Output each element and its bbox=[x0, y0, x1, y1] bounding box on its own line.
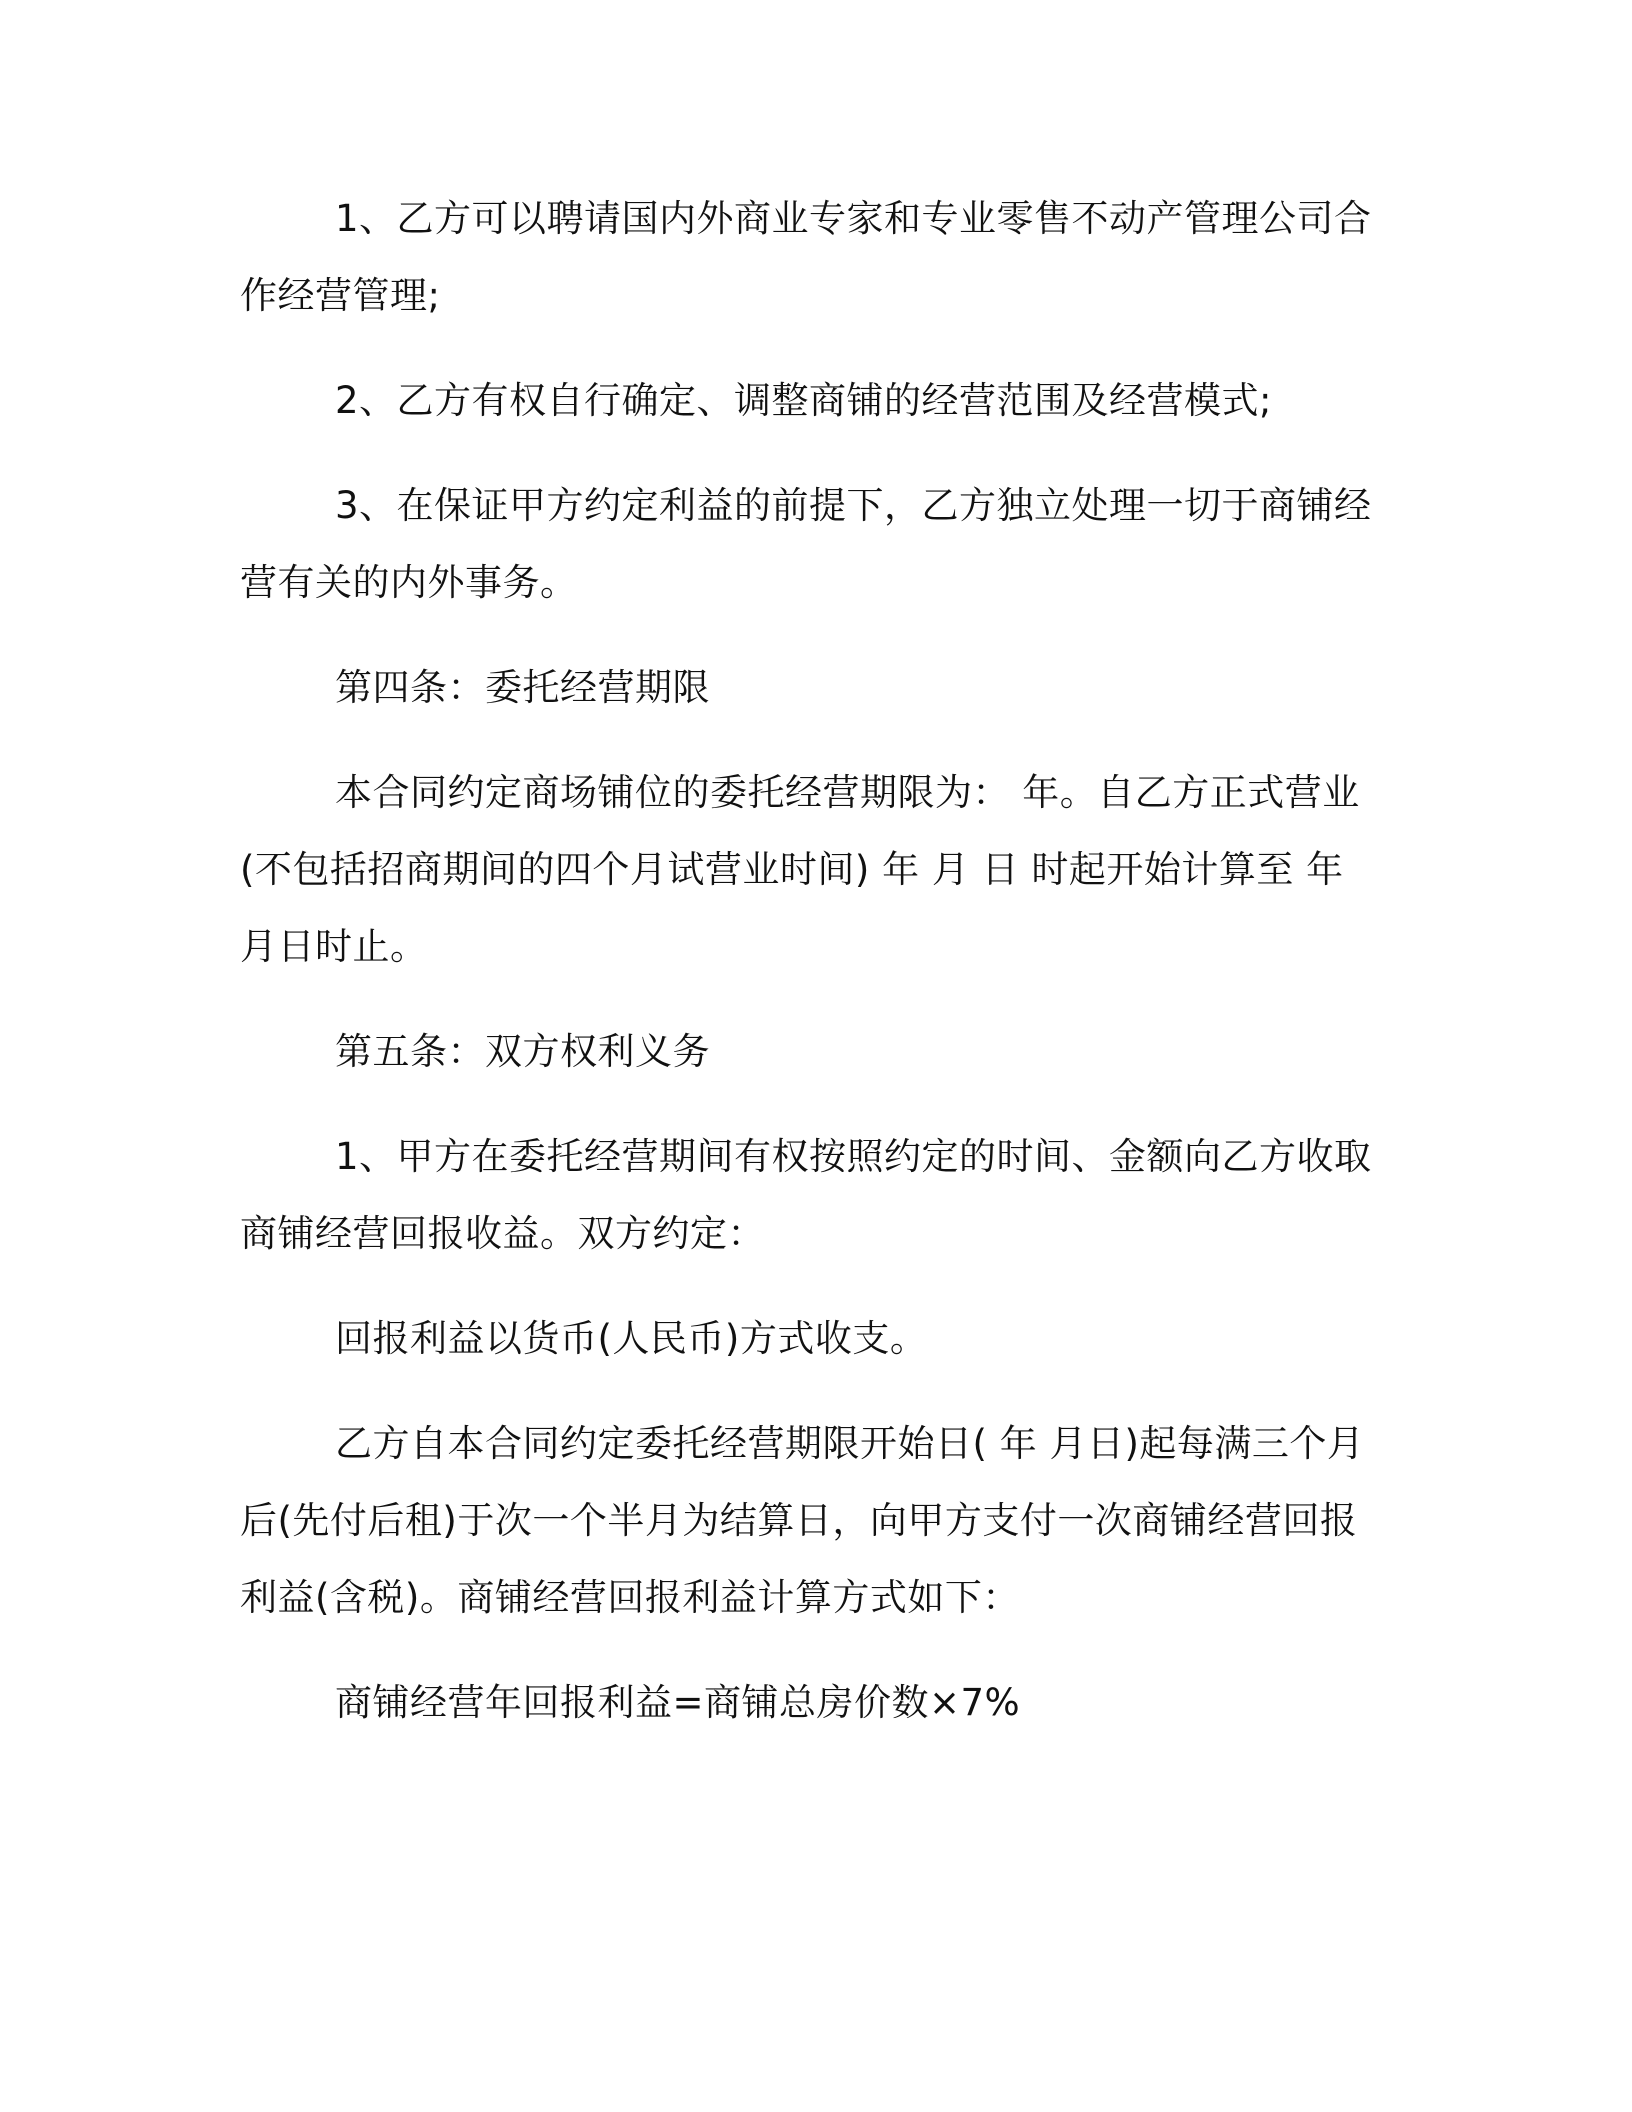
article-4-heading: 第四条：委托经营期限 bbox=[335, 666, 710, 709]
document-body bbox=[240, 180, 1380, 1741]
clause-item-2: 2、乙方有权自行确定、调整商铺的经营范围及经营模式; bbox=[335, 379, 1273, 422]
clause-item-1: 1、乙方可以聘请国内外商业专家和专业零售不动产管理公司合作经营管理; bbox=[240, 197, 1372, 317]
paragraph-gap bbox=[240, 1636, 1380, 1664]
payment-schedule: 乙方自本合同约定委托经营期限开始日( 年 月日)起每满三个月后(先付后租)于次一个半月为结算日，向甲方支付一次商铺经营回报利益(含税)。商铺经营回报利益计算方式如下： bbox=[240, 1422, 1365, 1619]
clause-item-3: 3、在保证甲方约定利益的前提下，乙方独立处理一切于商铺经营有关的内外事务。 bbox=[240, 484, 1372, 604]
payment-currency: 回报利益以货币(人民币)方式收支。 bbox=[335, 1317, 928, 1360]
paragraph-gap bbox=[240, 985, 1380, 1013]
article-5-item-1: 1、甲方在委托经营期间有权按照约定的时间、金额向乙方收取商铺经营回报收益。双方约定： bbox=[240, 1135, 1372, 1255]
paragraph-gap bbox=[240, 334, 1380, 362]
paragraph-gap bbox=[240, 1377, 1380, 1405]
paragraph-gap bbox=[240, 1272, 1380, 1300]
paragraph-gap bbox=[240, 1090, 1380, 1118]
paragraph-gap bbox=[240, 439, 1380, 467]
paragraph-gap bbox=[240, 621, 1380, 649]
article-4-body: 本合同约定商场铺位的委托经营期限为： 年。自乙方正式营业(不包括招商期间的四个月试营业时间) 年 月 日 时起开始计算至 年 月日时止。 bbox=[240, 771, 1360, 968]
article-5-heading: 第五条：双方权利义务 bbox=[335, 1030, 710, 1073]
paragraph-gap bbox=[240, 726, 1380, 754]
return-formula: 商铺经营年回报利益=商铺总房价数×7% bbox=[335, 1681, 1021, 1724]
